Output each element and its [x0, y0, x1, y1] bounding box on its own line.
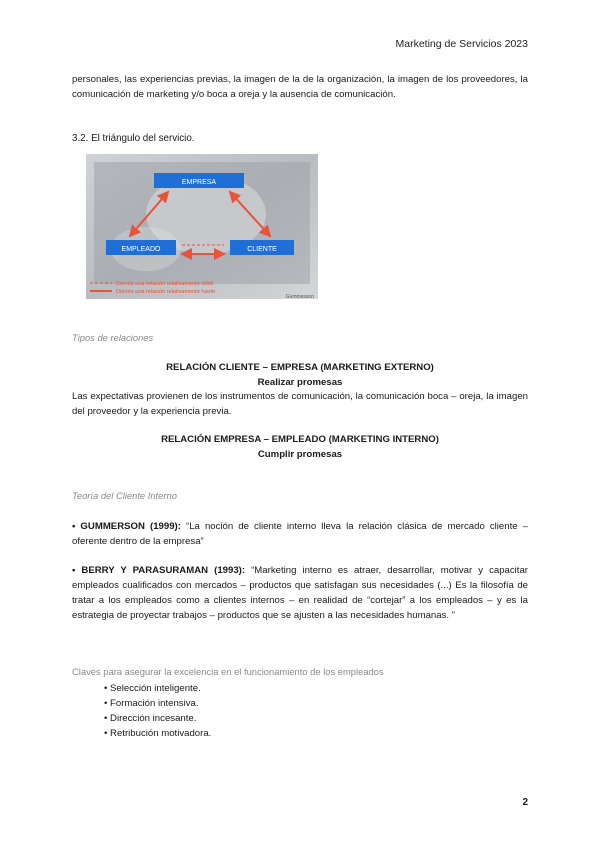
relations-label: Tipos de relaciones — [72, 332, 154, 343]
service-triangle-figure — [86, 154, 318, 299]
legend-weak-text: Denota una relación relativamente débil — [116, 281, 213, 287]
list-item: • Retribución motivadora. — [104, 728, 212, 739]
quote-berry-text: “Marketing interno es atraer, desarrollar, motivar y capacitar empleados cualificados con mercados – productos que satisfagan sus necesidades (...) Es la filosofía de tratar a los empleados como a clientes internos – en realidad de “cortejar” a los empleados – y es la estrategia de proyectar trabajos – productos que se ajusten a las necesidades humanas. ” — [72, 565, 528, 621]
relation-1-subtitle: Realizar promesas — [257, 377, 343, 388]
intro-paragraph: personales, las experiencias previas, la imagen de la de la organización, la imagen de los proveedores, la comunicación de marketing y/o boca a oreja y la ausencia de comunicación. — [72, 74, 528, 100]
empresa-label: EMPRESA — [181, 179, 217, 186]
service-triangle-diagram — [86, 154, 318, 299]
keys-label: Claves para asegurar la excelencia en el funcionamiento de los empleados — [72, 666, 384, 677]
theory-label: Teoría del Cliente Interno — [72, 490, 177, 501]
relation-2-title: RELACIÓN EMPRESA – EMPLEADO (MARKETING INTERNO) — [161, 434, 439, 445]
relation-1-title: RELACIÓN CLIENTE – EMPRESA (MARKETING EXTERNO) — [166, 362, 434, 373]
relation-1-text: Las expectativas provienen de los instrumentos de comunicación, la comunicación boca – oreja, la imagen del proveedor y la experiencia previa. — [72, 391, 528, 417]
section-heading: 3.2. El triángulo del servicio. — [72, 133, 195, 144]
keys-list — [104, 681, 211, 741]
quote-berry-author: • BERRY Y PARASURAMAN (1993): — [72, 565, 246, 576]
figure-caption: Gummesson — [285, 294, 314, 299]
quote-gummerson-author: • GUMMERSON (1999): — [72, 521, 181, 532]
quote-gummerson — [72, 519, 528, 549]
relation-2-subtitle: Cumplir promesas — [257, 449, 343, 460]
legend-strong-text: Denota una relación relativamente fuerte — [116, 289, 216, 295]
quote-gummerson-text: “La noción de cliente interno lleva la relación clásica de mercado cliente – oferente dentro de la empresa” — [72, 521, 528, 547]
list-item: • Dirección incesante. — [104, 713, 197, 724]
page-number: 2 — [522, 797, 528, 808]
page-header: Marketing de Servicios 2023 — [395, 38, 528, 50]
quote-berry — [72, 563, 528, 623]
list-item: • Selección inteligente. — [104, 683, 201, 694]
empleado-label: EMPLEADO — [121, 246, 161, 253]
list-item: • Formación intensiva. — [104, 698, 199, 709]
cliente-label: CLIENTE — [247, 246, 277, 253]
